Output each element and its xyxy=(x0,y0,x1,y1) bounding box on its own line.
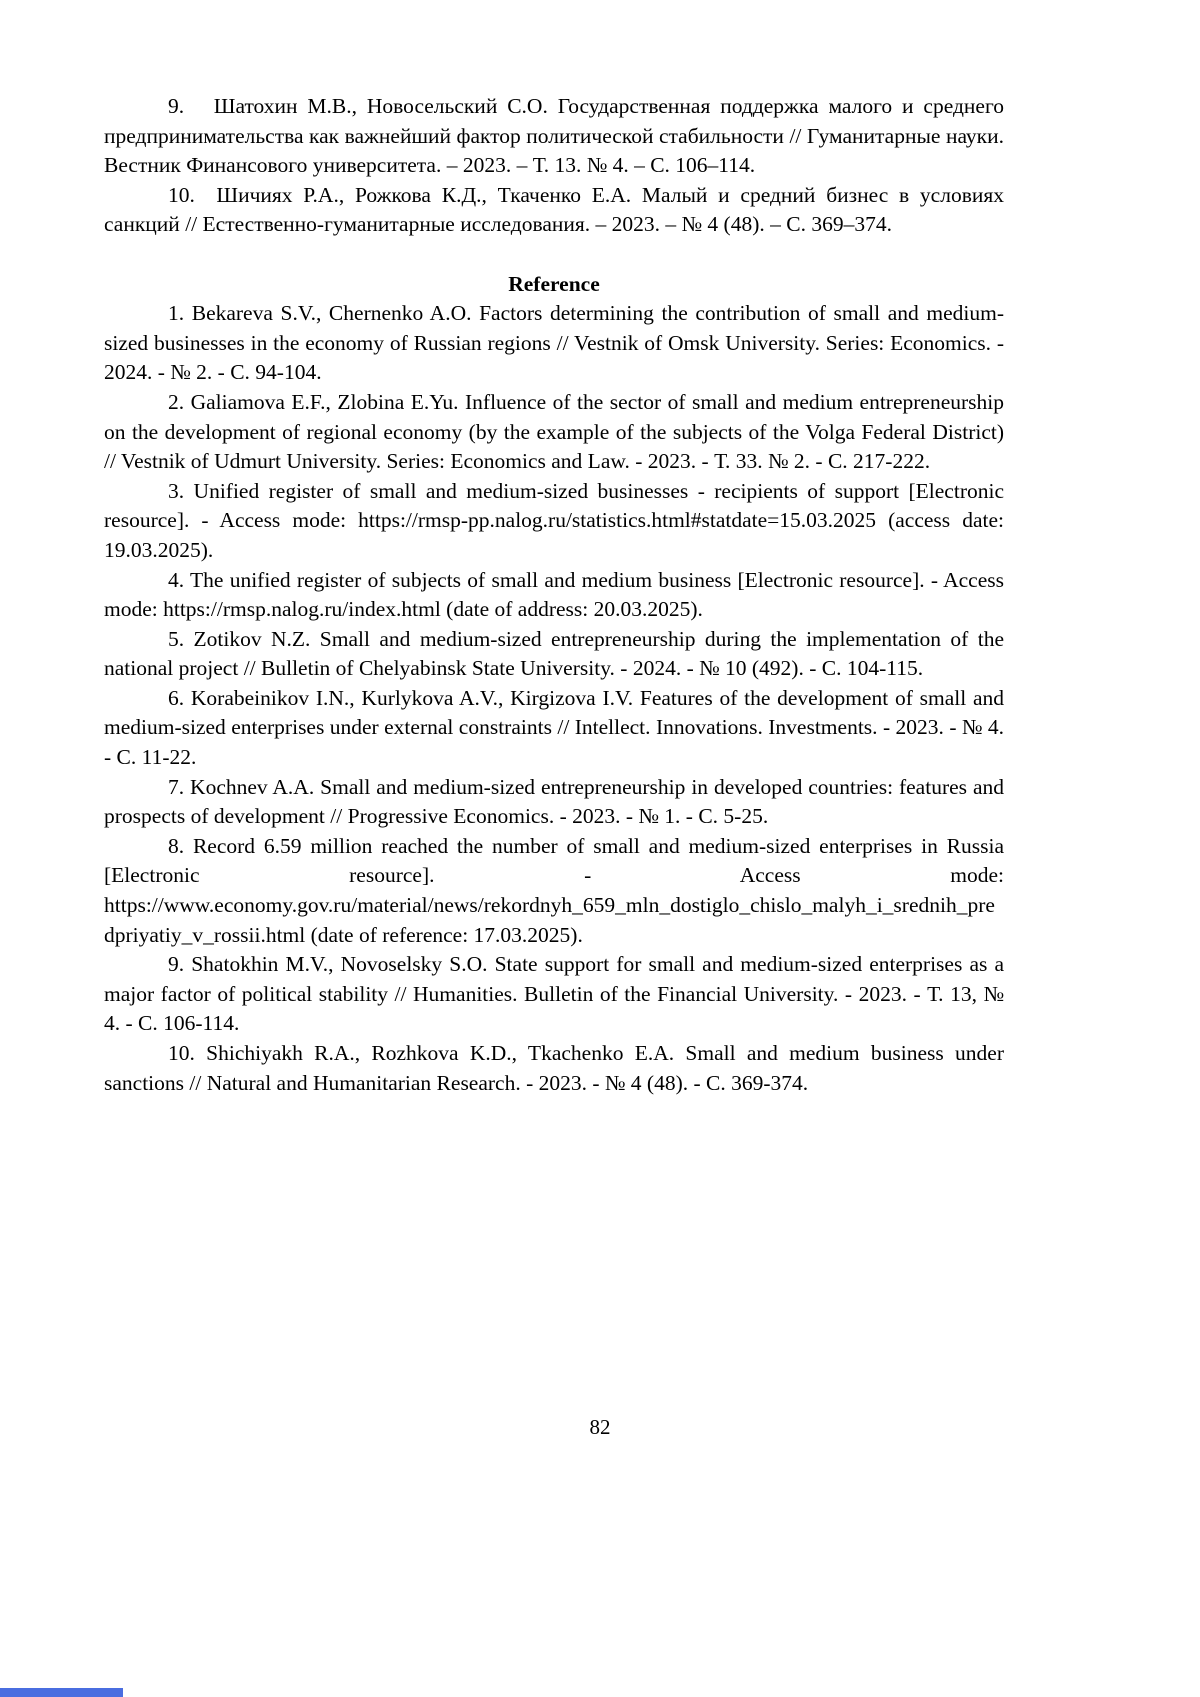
footer-accent-bar xyxy=(0,1688,123,1697)
reference-3: 3. Unified register of small and medium-sized businesses - recipients of support [Electronic resource]. - Access mode: https://rmsp-pp.nalog.ru/statistics.html#statdate=15.03.2025 (access date: 19.03.2025). xyxy=(104,478,1004,562)
ru-reference-10: 10. Шичиях Р.А., Рожкова К.Д., Ткаченко Е.А. Малый и средний бизнес в условиях санкций // Естественно-гуманитарные исследования. – 2023. – № 4 (48). – С. 369–374. xyxy=(104,182,1004,237)
reference-2: 2. Galiamova E.F., Zlobina E.Yu. Influence of the sector of small and medium entrepreneurship on the development of regional economy (by the example of the subjects of the Volga Federal District) // Vestnik of Udmurt University. Series: Economics and Law. - 2023. - Т. 33. № 2. - С. 217-222. xyxy=(104,389,1004,474)
reference-5: 5. Zotikov N.Z. Small and medium-sized entrepreneurship during the implementation of the national project // Bulletin of Chelyabinsk State University. - 2024. - № 10 (492). - С. 104-115. xyxy=(104,626,1004,681)
page-number: 82 xyxy=(589,1415,611,1439)
reference-6: 6. Korabeinikov I.N., Kurlykova A.V., Kirgizova I.V. Features of the development of small and medium-sized enterprises under external constraints // Intellect. Innovations. Investments. - 2023. - № 4. - С. 11-22. xyxy=(104,685,1004,770)
reference-1: 1. Bekareva S.V., Chernenko A.O. Factors determining the contribution of small and medium-sized businesses in the economy of Russian regions // Vestnik of Omsk University. Series: Economics. - 2024. - № 2. - С. 94-104. xyxy=(104,301,1004,385)
references-heading: Reference xyxy=(508,271,600,296)
ru-reference-9: 9. Шатохин М.В., Новосельский С.О. Государственная поддержка малого и среднего предпринимательства как важнейший фактор политической стабильности // Гуманитарные науки. Вестник Финансового университета. – 2023. – Т. 13. № 4. – С. 106–114. xyxy=(104,94,1004,178)
page-content xyxy=(104,92,1004,1098)
reference-7: 7. Kochnev A.A. Small and medium-sized entrepreneurship in developed countries: features and prospects of development // Progressive Economics. - 2023. - № 1. - С. 5-25. xyxy=(104,774,1004,829)
reference-4: 4. The unified register of subjects of small and medium business [Electronic resource]. - Access mode: https://rmsp.nalog.ru/index.html (date of address: 20.03.2025). xyxy=(104,567,1004,622)
reference-8: 8. Record 6.59 million reached the number of small and medium-sized enterprises in Russia [Electronic resource]. - Access mode: https://www.economy.gov.ru/material/news/rekordnyh_659_mln_dostiglo_chislo_malyh_i_srednih_predpriyatiy_v_rossii.html (date of reference: 17.03.2025). xyxy=(104,833,1004,947)
reference-9: 9. Shatokhin M.V., Novoselsky S.O. State support for small and medium-sized enterprises as a major factor of political stability // Humanities. Bulletin of the Financial University. - 2023. - Т. 13, № 4. - С. 106-114. xyxy=(104,952,1004,1036)
reference-10: 10. Shichiyakh R.A., Rozhkova K.D., Tkachenko E.A. Small and medium business under sanctions // Natural and Humanitarian Research. - 2023. - № 4 (48). - С. 369-374. xyxy=(104,1041,1004,1095)
